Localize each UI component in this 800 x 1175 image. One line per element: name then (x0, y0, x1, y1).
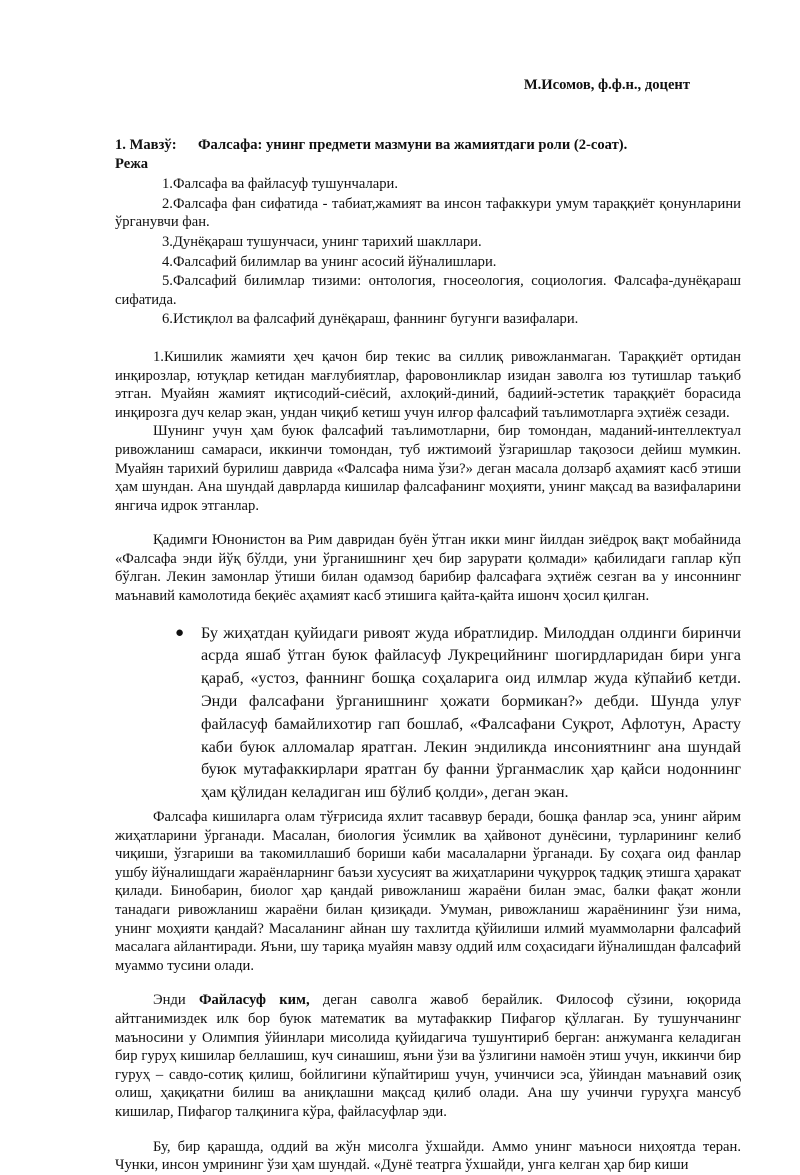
bold-term: Файласуф ким, (198, 992, 310, 1009)
bullet-item (115, 622, 741, 804)
author-line: М.Исомов, ф.ф.н., доцент (523, 77, 690, 93)
topic-title: Фалсафа: унинг предмети мазмуни ва жамиятдаги роли (2-соат). (198, 137, 628, 153)
plan-item: 2.Фалсафа фан сифатида - табиат,жамият ва инсон тафаккури умум тараққиёт қонунларини ўрганувчи фан. (115, 195, 741, 231)
plan-item: 4.Фалсафий билимлар ва унинг асосий йўналишлари. (162, 253, 497, 270)
body-paragraph: Шунинг учун ҳам буюк фалсафий таълимотларни, бир томондан, маданий-интеллектуал ривожланиш самараси, иккинчи томондан, туб ижтимоий ўзгаришлар тақозоси дейиш мумкин. Муайян тарихий бурилиш даврида «Фалсафа нима ўзи?» деган масала долзарб аҳамият касб этиши ҳам шундан. Ана шундай даврларда кишилар фалсафанинг моҳияти, унинг мақсад ва вазифаларини янгича идрок этганлар. (115, 423, 741, 514)
plan-item: 3.Дунёқараш тушунчаси, унинг тарихий шакллари. (162, 233, 482, 250)
document-content (115, 136, 741, 1175)
plan-item: 6.Истиқлол ва фалсафий дунёқараш, фаннинг бугунги вазифалари. (162, 311, 579, 328)
plan-item: 1.Фалсафа ва файласуф тушунчалари. (162, 176, 399, 193)
bullet-paragraph: Бу жиҳатдан қуйидаги ривоят жуда ибратлидир. Милоддан олдинги биринчи асрда яшаб ўтган буюк файласуф Лукрецийнинг шогирдларидан бири унга қараб, «устоз, фаннинг бошқа соҳаларига оид илмлар жуда кўпайиб кетди. Энди фалсафани ўрганишнинг ҳожати бормикан?» дебди. Шунда улуғ файласуф бамайлихотир гап бошлаб, «Фалсафани Суқрот, Афлотун, Арасту каби буюк алломалар яратган. Лекин эндиликда инсониятнинг ана шундай буюк мутафаккирлари яратган бу фанни ўрганмаслик ҳар қайси нодоннинг ҳам қўлидан келадиган иш бўлиб қолди», деган экан. (201, 623, 741, 802)
body-paragraph: 1.Кишилик жамияти ҳеч қачон бир текис ва силлиқ ривожланмаган. Тараққиёт ортидан инқирозлар, ютуқлар кетидан мағлубиятлар, фаровонликлар изидан заволга юз тутишлар таъқиб этган. Муайян жамият иқтисодий-сиёсий, ахлоқий-диний, бадиий-эстетик тараққиёт борасида инқирозга дуч келар экан, ундан чиқиб кетиш учун илғор фалсафий таълимотларга эҳтиёж сезади. (115, 348, 741, 421)
topic-number: 1. Мавзў: (115, 137, 177, 153)
body-paragraph: Бу, бир қарашда, оддий ва жўн мисолга ўхшайди. Аммо унинг маъноси ниҳоятда теран. Чунки, инсон умрининг ўзи ҳам шундай. «Дунё театрга ўхшайди, унга келган ҳар бир киши (115, 1138, 741, 1174)
plan-item: 5.Фалсафий билимлар тизими: онтология, гносеология, социология. Фалсафа-дунёқараш сифатида. (115, 273, 741, 308)
paragraph-rest: деган саволга жавоб берайлик. Философ сўзини, юқорида айтганимиздек илк бор буюк математик ва мутафаккир Пифагор қўллаган. Бу тушунчанинг маъносини у Олимпия ўйинлари мисолида қуйидагича тушунтириб берган: анжуманга келадиган бир гуруҳ кишилар беллашиш, куч синашиш, яъни ўзи ва ўзлигини намоён этиш учун, иккинчи бир гуруҳ – савдо-сотиқ қилиш, бойлигини кўпайтириш учун, учинчиси эса, ўйиндан маънавий озиқ олиш, ҳақиқатни билиш ва аниқлашни мақсад қилиб олади. Ана шу учинчи гуруҳга мансуб кишилар, Пифагор талқинига кўра, файласуфлар эди. (115, 992, 741, 1120)
body-paragraph: Фалсафа кишиларга олам тўғрисида яхлит тасаввур беради, бошқа фанлар эса, унинг айрим жиҳатларини ўрганади. Масалан, биология ўсимлик ва ҳайвонот дунёсини, турларининг келиб чиқиши, ўзгариши ва такомиллашиб бориши каби масалаларни ўрганади. Бу соҳага оид фанлар ушбу йўналишдаги жараёнларнинг баъзи хусусият ва жиҳатларини чуқурроқ тадқиқ этишга ҳаракат қилади. Бинобарин, биолог ҳар қандай ривожланиш жараёни билан эмас, балки фақат жонли танадаги ривожланиш жараёни билан қизиқади. Умуман, ривожланиш жараёнининг ўзи нима, унинг моҳияти қандай? Масаланинг айнан шу тахлитда қўйилиши илмий муаммоларни фалсафий масалага айлантиради. Яъни, шу тариқа муайян мавзу оддий илм соҳасидаги йўналишдан фалсафий муаммо тусини олади. (115, 809, 741, 974)
body-paragraph: Қадимги Юнонистон ва Рим давридан буён ўтган икки минг йилдан зиёдроқ вақт мобайнида «Фалсафа энди йўқ бўлди, уни ўрганишнинг ҳеч бир зарурати қолмади» қабилидаги гаплар кўп бўлган. Лекин замонлар ўтиши билан одамзод барибир фалсафага эҳтиёж сезган ва у инсоннинг маънавий камолотида беқиёс аҳамият касб этишига қайта-қайта ишонч ҳосил қилган. (115, 532, 741, 605)
plan-list (115, 175, 741, 329)
plan-heading: Режа (115, 155, 149, 172)
topic-heading (115, 136, 741, 155)
paragraph-lead: Энди (153, 992, 199, 1009)
body-paragraph (115, 991, 741, 1121)
bullet-icon: ● (175, 624, 185, 641)
